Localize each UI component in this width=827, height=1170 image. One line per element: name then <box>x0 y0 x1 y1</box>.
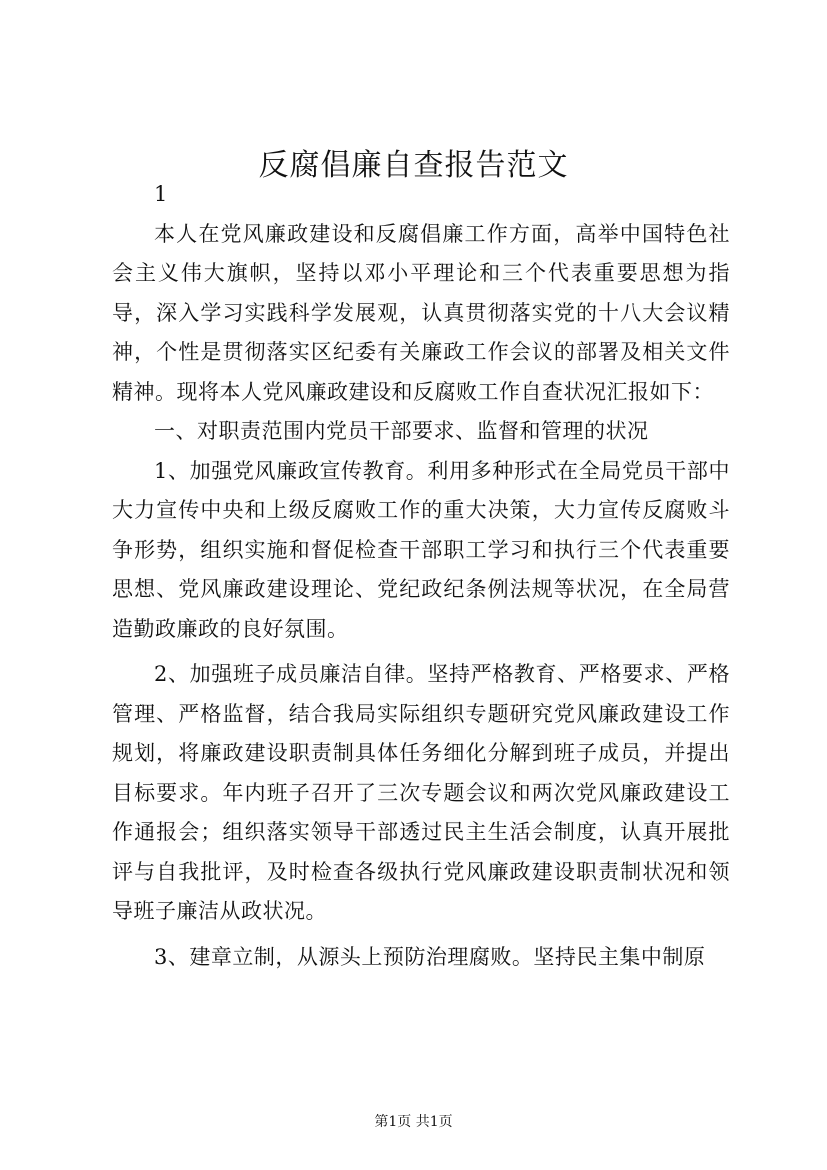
section-marker: 1 <box>154 182 168 206</box>
item-paragraph-2: 2、加强班子成员廉洁自律。坚持严格教育、严格要求、严格管理、严格监督，结合我局实际组织专题研究党风廉政建设工作规划，将廉政建设职责制具体任务细化分解到班子成员，并提出目标要求。年内班子召开了三次专题会议和两次党风廉政建设工作通报会；组织落实领导干部透过民主生活会制度，认真开展批评与自我批评，及时检查各级执行党风廉政建设职责制状况和领导班子廉洁从政状况。 <box>112 662 730 923</box>
page-footer: 第1页 共1页 <box>374 1114 453 1130</box>
document-title: 反腐倡廉自查报告范文 <box>258 148 569 183</box>
section-heading: 一、对职责范围内党员干部要求、监督和管理的状况 <box>154 419 649 443</box>
intro-paragraph: 本人在党风廉政建设和反腐倡廉工作方面，高举中国特色社会主义伟大旗帜，坚持以邓小平理论和三个代表重要思想为指导，深入学习实践科学发展观，认真贯彻落实党的十八大会议精神，个性是贯彻落实区纪委有关廉政工作会议的部署及相关文件精神。现将本人党风廉政建设和反腐败工作自查状况汇报如下： <box>112 221 730 404</box>
item-paragraph-3: 3、建章立制，从源头上预防治理腐败。坚持民主集中制原 <box>154 944 706 969</box>
document-body <box>112 175 730 977</box>
item-paragraph-1: 1、加强党风廉政宣传教育。利用多种形式在全局党员干部中大力宣传中央和上级反腐败工作的重大决策，大力宣传反腐败斗争形势，组织实施和督促检查干部职工学习和执行三个代表重要思想、党风廉政建设理论、党纪政纪条例法规等状况，在全局营造勤政廉政的良好氛围。 <box>112 458 730 641</box>
